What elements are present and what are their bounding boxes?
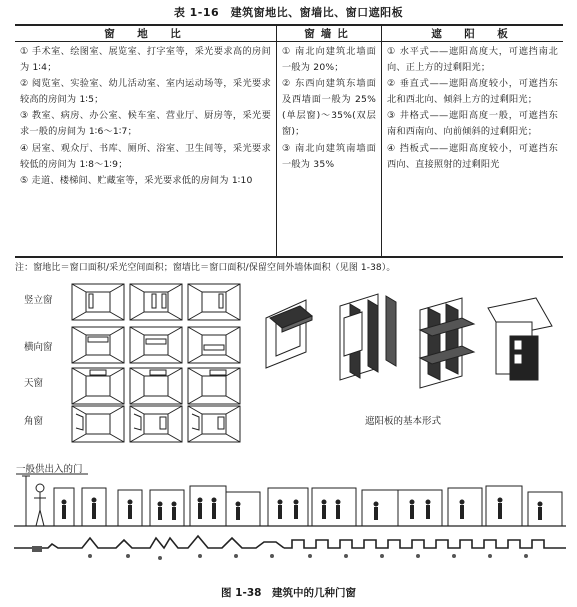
header-window-floor-ratio: 窗 地 比 [15, 25, 277, 42]
list-item: ① 南北向建筑北墙面一般为 20%； [282, 46, 376, 74]
sunshade-caption: 遮阳板的基本形式 [365, 416, 442, 427]
list-item: ② 阅览室、实验室、幼儿活动室、室内运动场等，采光要求较高的房间为 1∶5； [20, 78, 271, 106]
label-horizontal-window: 横向窗 [24, 342, 53, 353]
figure-caption: 图 1-38 建筑中的几种门窗 [221, 587, 356, 599]
list-item: ④ 挡板式——遮阳高度较小，可遮挡东西向、直接照射的过剩阳光 [387, 142, 558, 170]
door-plans [14, 536, 566, 548]
door-plan-symbol [32, 546, 42, 552]
label-vertical-window: 竖立窗 [24, 295, 53, 306]
list-item: ③ 教室、病房、办公室、候车室、营业厅、厨房等，采光要求一般的房间为 1∶6～1∶7； [20, 110, 271, 138]
list-item: ③ 南北向建筑南墙面一般为 35% [282, 142, 376, 170]
door-label: 一般供出入的门 [16, 464, 83, 475]
list-item: ② 东西向建筑东墙面及西墙面一般为 25%(单层窗)～35%(双层窗)； [282, 78, 376, 138]
label-corner-window: 角窗 [24, 416, 44, 427]
list-item: ③ 井格式——遮阳高度一般，可遮挡东南和西南向、向前倾斜的过剩阳光； [387, 110, 558, 138]
header-sunshade: 遮 阳 板 [382, 25, 564, 42]
list-item: ⑤ 走道、楼梯间、贮藏室等，采光要求低的房间为 1∶10 [20, 174, 253, 186]
label-skylight: 天窗 [24, 378, 44, 389]
list-item: ① 手术室、绘图室、展览室、打字室等，采光要求高的房间为 1∶4； [20, 46, 271, 74]
table-note: 注：窗地比＝窗口面积/采光空间面积；窗墙比＝窗口面积/保留空间外墙体面积（见图 1-38）。 [15, 263, 396, 273]
list-item: ② 垂直式——遮阳高度较小，可遮挡东北和西北向、倾斜上方的过剩阳光； [387, 78, 558, 106]
human-scale-icon [22, 476, 46, 526]
table-title: 表 1-16 建筑窗地比、窗墙比、窗口遮阳板 [173, 6, 404, 19]
list-item: ① 水平式——遮阳高度大，可遮挡南北向、正上方的过剩阳光； [387, 46, 558, 74]
list-item: ④ 居室、观众厅、书库、厕所、浴室、卫生间等，采光要求较低的房间为 1∶8～1∶9； [20, 142, 271, 170]
header-window-wall-ratio: 窗墙比 [277, 25, 382, 42]
